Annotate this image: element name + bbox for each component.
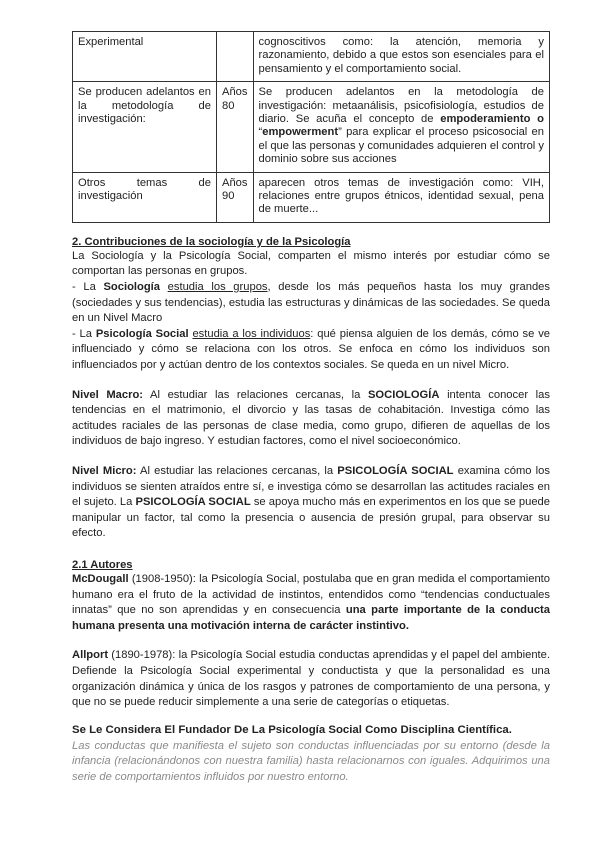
table-cell [217, 32, 254, 82]
bold-term: PSICOLOGÍA SOCIAL [135, 496, 251, 509]
nivel-micro-paragraph [72, 464, 550, 542]
text: : qué piensa alguien de los demás, cómo se ve influenciado y cómo se relaciona con los otros. Se enfoca en cómo los individuos son influenciados por y actúan dentro de los contextos sociales. Se queda en un nivel Micro. [72, 327, 551, 372]
table-cell [73, 82, 217, 172]
cell-text: aparecen otros temas de investigación como: VIH, relaciones entre grupos étnicos, identidad sexual, pena de muerte... [258, 176, 544, 216]
table-cell [253, 32, 550, 82]
table-row [73, 82, 550, 172]
text: (1890-1978): la Psicología Social estudia conductas aprendidas y el papel del ambiente. Defiende la Psicología Social experimental y conductista y que la personalidad es una organización dinámica y única de los rasgos y patrones de comportamiento de una persona, y que no se puede reducir simplemente a una serie de categorías o etiquetas. [72, 649, 550, 709]
underlined-text: estudia a los individuos [192, 327, 311, 340]
cell-text: Experimental [78, 36, 144, 48]
table-cell [217, 172, 254, 222]
founder-statement: Se Le Considera El Fundador De La Psicología Social Como Disciplina Científica. [72, 723, 512, 736]
bold-term: PSICOLOGÍA SOCIAL [337, 465, 454, 477]
underlined-text: estudia los grupos [167, 281, 268, 294]
author-name: McDougall [72, 572, 129, 585]
cell-text: “ [258, 126, 263, 139]
section-2-intro: La Sociología y la Psicología Social, comparten el mismo interés por estudiar cómo se comportan las personas en grupos. [72, 249, 550, 278]
text: Al estudiar las relaciones cercanas, la [136, 465, 338, 477]
cell-text: Años 90 [222, 176, 248, 203]
cell-text: Otros temas de investigación [78, 176, 211, 203]
cell-bold-term: empoderamiento o [440, 113, 544, 126]
author-name: Allport [72, 649, 109, 662]
nivel-micro-label: Nivel Micro: [72, 465, 137, 477]
bold-term: SOCIOLOGÍA [367, 388, 440, 401]
table-row [73, 32, 550, 82]
table-row [73, 172, 550, 222]
text: - La [72, 281, 104, 294]
bold-term: Psicología Social [95, 327, 189, 340]
bold-text: una parte importante de la conducta humana presenta una motivación interna de carácter instintivo. [72, 604, 550, 632]
document-page [72, 31, 550, 785]
spacer [72, 634, 550, 648]
table-cell [217, 82, 254, 172]
text: examina cómo los individuos se sienten atraídos entre sí, e investiga cómo se desarrollan las actitudes raciales en el sujeto. La [72, 465, 550, 509]
text [160, 281, 168, 293]
history-table [72, 31, 550, 223]
table-cell [73, 32, 217, 82]
table-cell [253, 82, 550, 172]
table-cell [253, 172, 550, 222]
allport-paragraph [72, 648, 550, 710]
cell-text: Se producen adelantos en la metodología de investigación: [78, 86, 211, 126]
table-cell [73, 172, 217, 222]
cell-text: Se producen adelantos en la metodología de investigación: metaanálisis, psicofisiología, estudios de diario. Se acuña el concepto de [258, 86, 544, 126]
spacer [72, 450, 550, 464]
text: - La [72, 327, 96, 340]
mcdougall-paragraph [72, 572, 550, 634]
bold-term: Sociología [103, 281, 161, 294]
text: Al estudiar las relaciones cercanas, la [143, 388, 368, 401]
sociologia-paragraph [72, 280, 550, 327]
text: intenta conocer las tendencias en el matrimonio, el divorcio y las tasas de cohabitación. Investiga cómo las actitudes raciales de las personas de clase media, como grupo, difieren de aquellas de los individuos de bajo ingreso. Y estudian factores, como el nivel socioeconómico. [72, 388, 550, 448]
nivel-macro-label: Nivel Macro: [72, 388, 144, 401]
environment-quote: Las conductas que manifiesta el sujeto son conductas influenciadas por su entorno (desde la infancia (relacionándonos con nuestra familia) hasta relacionarnos con iguales. Adquirimos una serie de comportamientos influidos por nuestro entorno. [72, 739, 550, 783]
text: (1908-1950): la Psicología Social, postulaba que en gran medida el comportamiento humano era el fruto de la actividad de instintos, entendidos como “tendencias conductuales innatas” que no son aprendidas y en consecuencia [72, 572, 550, 617]
cell-bold-term: empowerment [262, 126, 339, 139]
nivel-macro-paragraph [72, 388, 550, 450]
text: se apoya mucho más en experimentos en los que se puede manipular un factor, tal como la presencia o ausencia de presión grupal, para observar su efecto. [72, 496, 550, 540]
psicologia-paragraph [72, 327, 550, 374]
cell-text: Años 80 [222, 86, 248, 112]
section-2-1-heading: 2.1 Autores [72, 558, 133, 571]
section-2-heading: 2. Contribuciones de la sociología y de la Psicología [72, 235, 351, 248]
cell-text: ” para explicar el proceso psicosocial en el que las personas y comunidades adquieren el control y dominio sobre sus acciones [258, 126, 544, 166]
cell-text: cognoscitivos como: la atención, memoria y razonamiento, debido a que estos son esenciales para el pensamiento y el comportamiento social. [258, 36, 544, 75]
text: , desde los más pequeños hasta los muy grandes (sociedades y sus tendencias), estudia las estructuras y dinámicas de las sociedades. Se queda en un Nivel Macro [72, 281, 550, 325]
spacer [72, 374, 550, 388]
